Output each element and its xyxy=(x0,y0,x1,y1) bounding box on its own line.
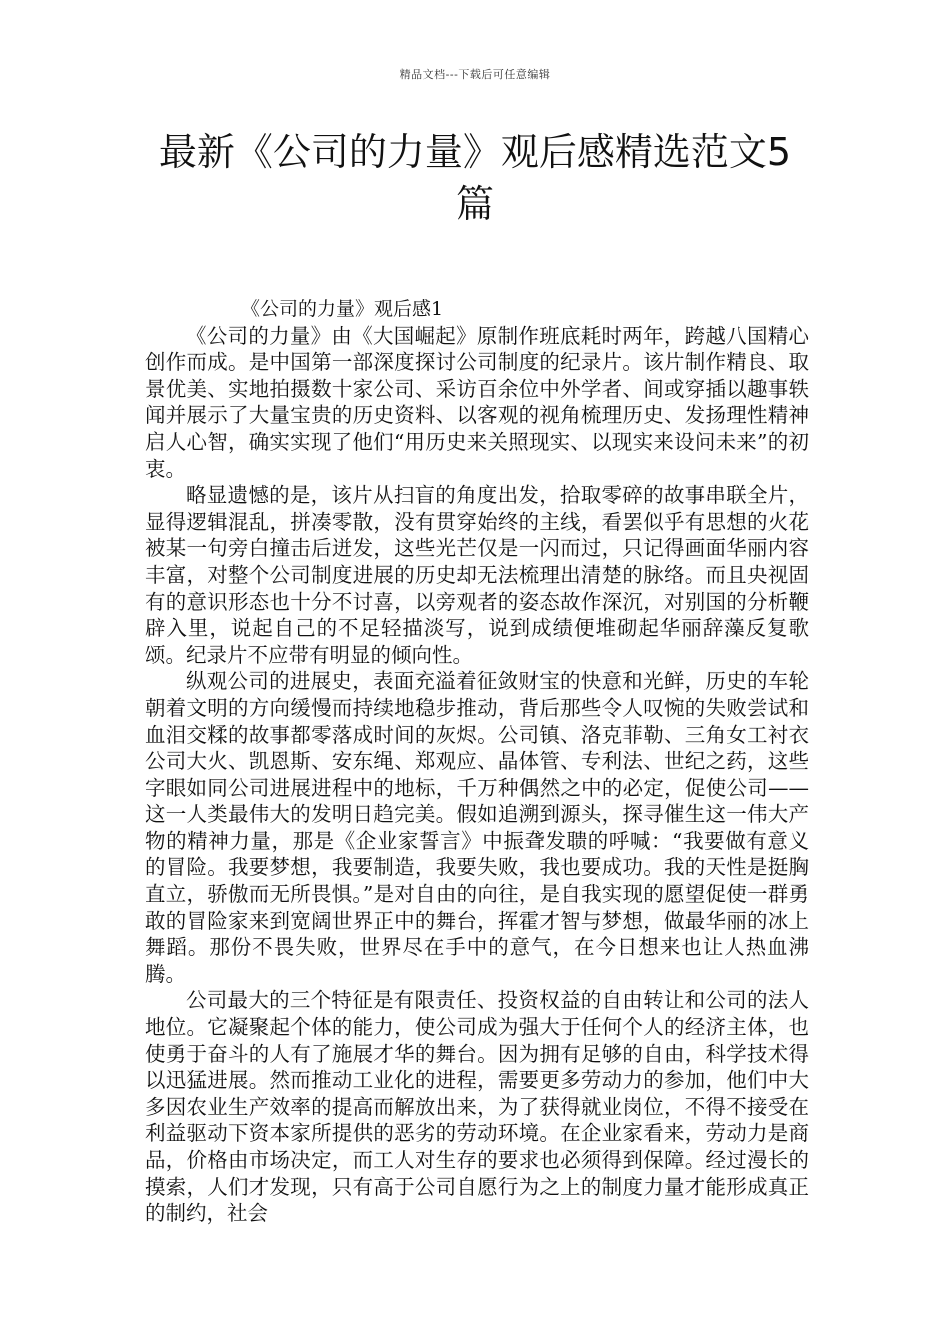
document-body xyxy=(145,296,809,1227)
section-heading: 《公司的力量》观后感1 xyxy=(241,298,444,320)
page-header: 精品文档---下载后可任意编辑 xyxy=(399,68,551,81)
paragraph-1: 《公司的力量》由《大国崛起》原制作班底耗时两年，跨越八国精心创作而成。是中国第一部深度探讨公司制度的纪录片。该片制作精良、取景优美、实地拍摄数十家公司、采访百余位中外学者、间或穿插以趣事轶闻并展示了大量宝贵的历史资料、以客观的视角梳理历史、发扬理性精神启人心智，确实实现了他们“用历史来关照现实、以现实来设问未来”的初衷。 xyxy=(145,323,809,481)
paragraph-2: 略显遗憾的是，该片从扫盲的角度出发，拾取零碎的故事串联全片，显得逻辑混乱，拼凑零散，没有贯穿始终的主线，看罢似乎有思想的火花被某一句旁白撞击后迸发，这些光芒仅是一闪而过，只记得画面华丽内容丰富，对整个公司制度进展的历史却无法梳理出清楚的脉络。而且央视固有的意识形态也十分不讨喜，以旁观者的姿态故作深沉，对别国的分析鞭辟入里，说起自己的不足轻描淡写，说到成绩便堆砌起华丽辞藻反复歌颂。纪录片不应带有明显的倾向性。 xyxy=(145,483,809,667)
paragraph-3: 纵观公司的进展史，表面充溢着征敛财宝的快意和光鲜，历史的车轮朝着文明的方向缓慢而持续地稳步推动，背后那些令人叹惋的失败尝试和血泪交糅的故事都零落成时间的灰烬。公司镇、洛克菲勒、三角女工衬衣公司大火、凯恩斯、安东绳、郑观应、晶体管、专利法、世纪之药，这些字眼如同公司进展进程中的地标，千万种偶然之中的必定，促使公司——这一人类最伟大的发明日趋完美。假如追溯到源头，探寻催生这一伟大产物的精神力量，那是《企业家誓言》中振聋发聩的呼喊：“我要做有意义的冒险。我要梦想，我要制造，我要失败，我也要成功。我的天性是挺胸直立，骄傲而无所畏惧。”是对自由的向往，是自我实现的愿望促使一群勇敢的冒险家来到宽阔世界正中的舞台，挥霍才智与梦想，做最华丽的冰上舞蹈。那份不畏失败，世界尽在手中的意气，在今日想来也让人热血沸腾。 xyxy=(145,669,809,986)
paragraph-4: 公司最大的三个特征是有限责任、投资权益的自由转让和公司的法人地位。它凝聚起个体的能力，使公司成为强大于任何个人的经济主体，也使勇于奋斗的人有了施展才华的舞台。因为拥有足够的自由，科学技术得以迅猛进展。然而推动工业化的进程，需要更多劳动力的参加，他们中大多因农业生产效率的提高而解放出来，为了获得就业岗位，不得不接受在利益驱动下资本家所提供的恶劣的劳动环境。在企业家看来，劳动力是商品，价格由市场决定，而工人对生存的要求也必须得到保障。经过漫长的摸索，人们才发现，只有高于公司自愿行为之上的制度力量才能形成真正的制约，社会 xyxy=(145,988,809,1226)
document-title: 最新《公司的力量》观后感精选范文5篇 xyxy=(158,130,792,226)
